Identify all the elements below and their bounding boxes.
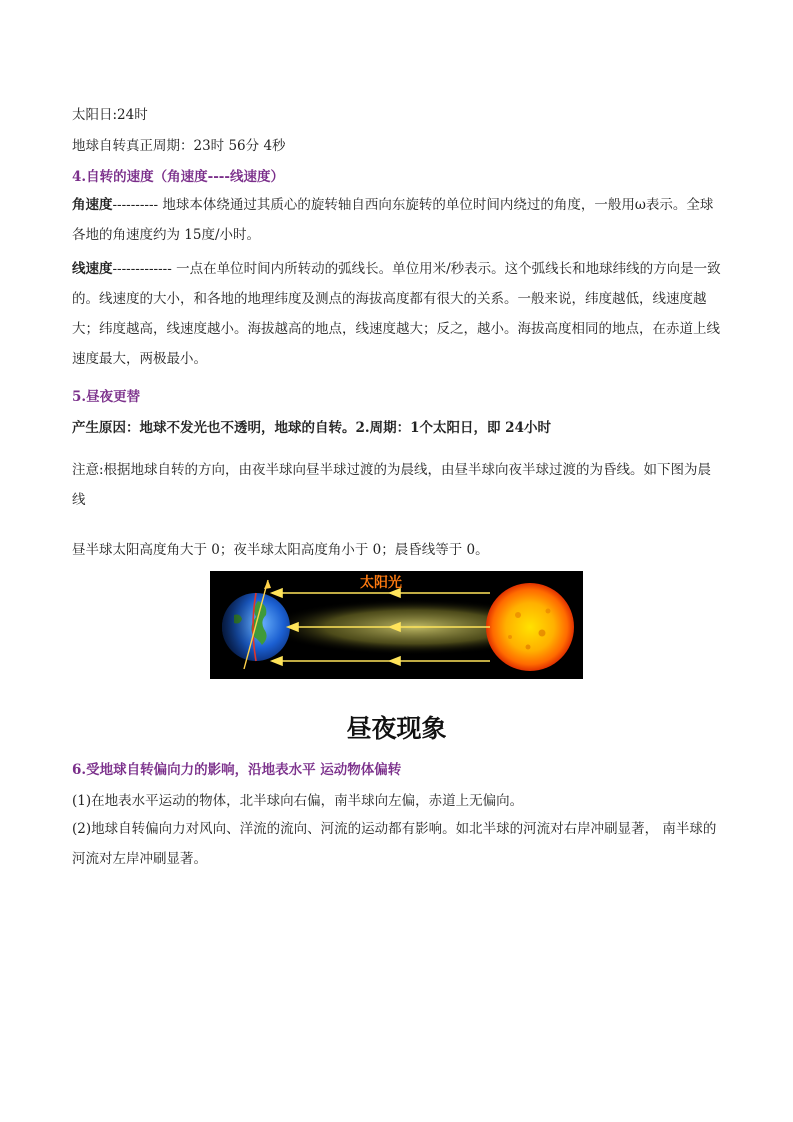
cause-line: 产生原因：地球不发光也不透明，地球的自转。2.周期：1个太阳日，即 24小时 [72, 420, 551, 436]
sidereal-day-line: 地球自转真正周期：23时 56分 4秒 [72, 138, 286, 154]
figure-caption: 昼夜现象 [346, 714, 447, 743]
heading-coriolis: 6.受地球自转偏向力的影响，沿地表水平 运动物体偏转 [72, 762, 402, 778]
heading-rotation-speed: 4.自转的速度（角速度----线速度） [72, 169, 285, 185]
linear-velocity-dash: ------------- [112, 261, 172, 277]
heading-day-night: 5.昼夜更替 [72, 389, 141, 405]
angular-velocity-dash: ---------- [112, 197, 159, 213]
day-night-figure [210, 571, 583, 679]
note-paragraph: 注意:根据地球自转的方向，由夜半球向昼半球过渡的为晨线，由昼半球向夜半球过渡的为昏线。如下图为晨线 [72, 462, 712, 508]
solar-day-line: 太阳日:24时 [72, 107, 148, 123]
sun-icon [486, 583, 574, 671]
coriolis-item-1: (1)在地表水平运动的物体，北半球向右偏，南半球向左偏，赤道上无偏向。 [72, 793, 524, 809]
coriolis-item-2: (2)地球自转偏向力对风向、洋流的流向、河流的运动都有影响。如北半球的河流对右岸冲刷显著， 南半球的河流对左岸冲刷显著。 [72, 821, 717, 867]
altitude-line: 昼半球太阳高度角大于 0；夜半球太阳高度角小于 0；晨昏线等于 0。 [72, 542, 489, 558]
linear-velocity-text: 一点在单位时间内所转动的弧线长。单位用米/秒表示。这个弧线长和地球纬线的方向是一致的。线速度的大小，和各地的地理纬度及测点的海拔高度都有很大的关系。一般来说，纬度越低，线速度越大；纬度越高，线速度越小。海拔越高的地点，线速度越大；反之，越小。海拔高度相同的地点，在赤道上线速度最大，两极最小。 [72, 261, 721, 367]
sunlight-label: 太阳光 [360, 575, 402, 591]
angular-velocity-label: 角速度 [72, 197, 113, 213]
linear-velocity-paragraph [72, 254, 724, 374]
linear-velocity-label: 线速度 [72, 261, 113, 277]
angular-velocity-paragraph [72, 190, 724, 250]
angular-velocity-text: 地球本体绕通过其质心的旋转轴自西向东旋转的单位时间内绕过的角度，一般用ω表示。全球各地的角速度约为 15度/小时。 [72, 197, 714, 243]
